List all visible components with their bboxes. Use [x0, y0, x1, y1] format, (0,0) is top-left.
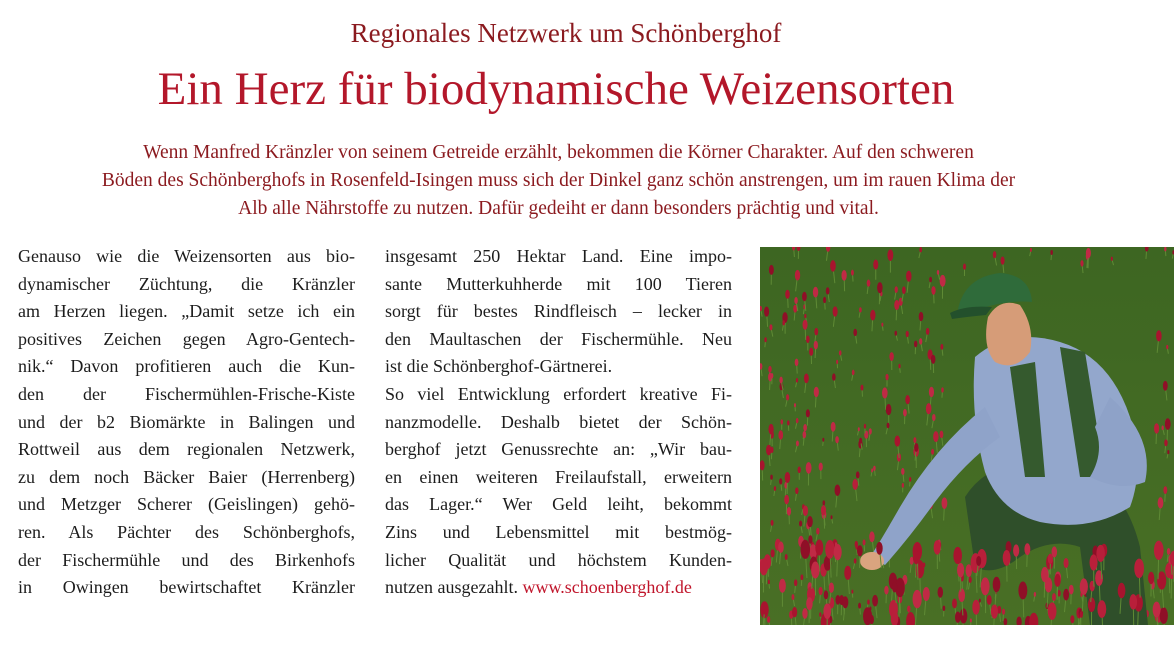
clover-blossom — [804, 314, 806, 318]
website-link[interactable]: www.schoenberghof.de — [522, 577, 692, 598]
clover-blossom — [1052, 593, 1056, 601]
clover-blossom — [895, 331, 897, 336]
clover-blossom — [823, 297, 826, 303]
clover-blossom — [903, 409, 907, 417]
clover-blossom — [1154, 423, 1159, 433]
clover-blossom — [814, 328, 818, 336]
farmer-photo — [760, 247, 1174, 625]
clover-blossom — [895, 286, 898, 293]
clover-blossom — [794, 297, 798, 304]
clover-blossom — [831, 422, 836, 432]
clover-blossom — [819, 587, 823, 595]
clover-blossom — [885, 374, 888, 380]
clover-blossom — [844, 566, 851, 580]
clover-blossom — [886, 404, 892, 415]
text-line: nanzmodelle. Deshalb bietet der Schön- — [385, 411, 732, 432]
clover-blossom — [822, 500, 825, 505]
clover-blossom — [803, 506, 808, 517]
clover-blossom — [963, 264, 966, 270]
clover-blossom — [937, 270, 939, 275]
clover-blossom — [806, 335, 810, 343]
clover-blossom — [1097, 600, 1106, 618]
clover-blossom — [1148, 572, 1154, 584]
clover-blossom — [779, 478, 782, 484]
text-line: ist die Schönberghof-Gärtnerei. — [385, 356, 613, 377]
clover-blossom — [795, 359, 799, 366]
text-line: So viel Entwicklung erfordert kreative Fi- — [385, 383, 732, 404]
clover-blossom — [931, 449, 934, 455]
clover-blossom — [768, 580, 770, 584]
clover-blossom — [906, 271, 912, 282]
clover-blossom — [769, 324, 772, 330]
clover-blossom — [767, 616, 770, 623]
text-fragment: nutzen ausgezahlt. — [385, 577, 518, 598]
clover-blossom — [926, 328, 930, 335]
clover-blossom — [1050, 250, 1053, 255]
clover-blossom — [882, 387, 888, 398]
clover-blossom — [814, 341, 818, 350]
text-line: ren. Als Pächter des Schönberghofs, — [18, 521, 355, 542]
clover-blossom — [887, 423, 890, 429]
text-line: Rottweil aus dem regionalen Netzwerk, — [18, 439, 355, 460]
clover-blossom — [853, 329, 857, 336]
text-line: zu dem noch Bäcker Baier (Herrenberg) — [18, 466, 355, 487]
clover-blossom — [819, 463, 823, 471]
clover-blossom — [869, 428, 872, 434]
text-line: nik.“ Davon profitieren auch die Kun- — [18, 356, 355, 377]
text-line: am Herzen liegen. „Damit setze ich ein — [18, 301, 355, 322]
clover-blossom — [1164, 439, 1167, 446]
clover-blossom — [859, 307, 862, 312]
clover-blossom — [960, 608, 968, 623]
clover-blossom — [1167, 548, 1170, 555]
text-line: sorgt für bestes Rindfleisch – lecker in — [385, 301, 732, 322]
clover-blossom — [799, 520, 802, 526]
text-line: das Lager.“ Wer Geld leiht, bekommt — [385, 494, 732, 515]
clover-blossom — [836, 360, 838, 364]
text-line: den der Fischermühlen-Frische-Kiste — [18, 383, 355, 404]
clover-blossom — [941, 387, 944, 392]
clover-blossom — [835, 484, 841, 496]
clover-blossom — [825, 540, 834, 559]
clover-blossom — [1154, 541, 1164, 560]
clover-blossom — [913, 551, 920, 564]
clover-blossom — [1134, 559, 1144, 579]
clover-blossom — [779, 579, 786, 593]
clover-blossom — [794, 403, 796, 407]
clover-blossom — [806, 409, 810, 417]
clover-blossom — [1069, 585, 1074, 595]
clover-blossom — [1034, 592, 1036, 597]
clover-blossom — [796, 440, 799, 446]
clover-blossom — [852, 370, 855, 376]
clover-blossom — [856, 471, 860, 478]
clover-blossom — [991, 604, 998, 618]
clover-blossom — [881, 323, 883, 327]
clover-blossom — [839, 350, 842, 355]
text-line: berghof jetzt Genussrechte an: „Wir bau- — [385, 439, 732, 460]
clover-blossom — [926, 403, 932, 414]
clover-blossom — [1054, 574, 1060, 587]
text-line: in Owingen bewirtschaftet Kränzler — [18, 577, 355, 598]
clover-blossom — [792, 607, 797, 617]
clover-blossom — [829, 583, 834, 593]
clover-blossom — [952, 599, 957, 609]
clover-blossom — [906, 331, 909, 337]
clover-blossom — [787, 507, 791, 516]
clover-blossom — [871, 468, 873, 472]
clover-blossom — [796, 378, 798, 383]
clover-blossom — [822, 438, 824, 442]
clover-blossom — [771, 373, 774, 379]
clover-blossom — [860, 385, 863, 391]
clover-blossom — [816, 528, 819, 535]
clover-blossom — [1165, 418, 1171, 430]
clover-blossom — [798, 467, 801, 474]
clover-blossom — [819, 612, 821, 617]
clover-blossom — [902, 483, 904, 488]
clover-blossom — [803, 431, 807, 438]
clover-blossom — [778, 430, 783, 439]
clover-blossom — [834, 544, 842, 560]
clover-blossom — [824, 590, 828, 599]
clover-blossom — [1129, 594, 1137, 610]
clover-blossom — [1167, 450, 1169, 454]
clover-blossom — [771, 520, 774, 526]
clover-blossom — [929, 387, 934, 397]
clover-blossom — [932, 414, 936, 421]
clover-blossom — [791, 594, 794, 600]
clover-blossom — [784, 495, 789, 505]
clover-blossom — [940, 275, 946, 287]
clover-blossom — [1001, 256, 1005, 264]
text-column-2 — [385, 243, 732, 602]
clover-blossom — [779, 377, 782, 384]
clover-blossom — [919, 247, 922, 252]
clover-blossom — [803, 424, 807, 431]
clover-blossom — [1057, 590, 1060, 597]
clover-blossom — [905, 395, 910, 404]
clover-blossom — [768, 366, 771, 373]
text-line-last — [385, 574, 732, 602]
clover-blossom — [869, 531, 874, 542]
clover-blossom — [821, 505, 826, 515]
clover-blossom — [943, 605, 946, 611]
clover-blossom — [1018, 581, 1027, 599]
clover-blossom — [795, 270, 800, 281]
clover-blossom — [877, 282, 883, 293]
text-line: positives Zeichen gegen Agro-Gentech- — [18, 328, 355, 349]
clover-blossom — [1048, 602, 1057, 620]
clover-blossom — [876, 542, 882, 555]
kicker: Regionales Netzwerk um Schönberghof — [350, 18, 782, 48]
clover-blossom — [987, 595, 992, 605]
clover-blossom — [769, 265, 774, 275]
clover-blossom — [929, 277, 932, 283]
text-line: licher Qualität und höchstem Kunden- — [385, 549, 732, 570]
clover-blossom — [835, 436, 839, 443]
clover-blossom — [931, 355, 936, 364]
clover-blossom — [970, 618, 972, 622]
clover-blossom — [809, 348, 813, 356]
clover-blossom — [852, 479, 858, 490]
clover-blossom — [913, 437, 916, 443]
clover-blossom — [778, 542, 784, 553]
clover-blossom — [909, 477, 911, 482]
clover-blossom — [981, 577, 990, 595]
clover-blossom — [938, 587, 943, 598]
clover-blossom — [1063, 589, 1069, 601]
clover-blossom — [1002, 609, 1005, 615]
clover-blossom — [872, 595, 878, 607]
lead-paragraph — [0, 139, 1117, 223]
clover-blossom — [1088, 597, 1095, 612]
clover-blossom — [807, 516, 813, 527]
clover-blossom — [842, 596, 848, 608]
clover-blossom — [1111, 257, 1113, 261]
clover-blossom — [902, 286, 906, 294]
clover-blossom — [867, 280, 871, 287]
clover-blossom — [858, 427, 860, 431]
clover-blossom — [907, 605, 910, 612]
clover-blossom — [1080, 578, 1088, 594]
clover-blossom — [884, 586, 888, 595]
clover-blossom — [895, 435, 901, 446]
clover-blossom — [863, 607, 872, 625]
clover-blossom — [826, 287, 830, 294]
clover-blossom — [919, 312, 924, 321]
clover-blossom — [768, 424, 773, 435]
clover-blossom — [814, 387, 819, 397]
clover-blossom — [863, 539, 866, 545]
clover-blossom — [864, 424, 866, 429]
clover-blossom — [1045, 577, 1053, 592]
clover-blossom — [1161, 426, 1163, 431]
clover-blossom — [854, 558, 857, 563]
clover-blossom — [806, 597, 813, 610]
farmer-in-clover-field-illustration — [760, 247, 1174, 625]
lead-line: Böden des Schönberghofs in Rosenfeld-Isingen muss sich der Dinkel ganz schön anstrengen, um im rauen Klima der — [101, 170, 1016, 191]
clover-blossom — [802, 292, 807, 302]
clover-blossom — [958, 588, 965, 601]
clover-blossom — [1153, 602, 1161, 618]
clover-blossom — [889, 352, 893, 361]
clover-blossom — [832, 373, 836, 380]
clover-blossom — [913, 590, 922, 608]
clover-blossom — [931, 286, 935, 295]
clover-blossom — [1118, 583, 1126, 598]
clover-blossom — [813, 287, 818, 298]
clover-blossom — [914, 443, 918, 452]
clover-blossom — [785, 472, 790, 483]
clover-blossom — [764, 337, 766, 342]
clover-blossom — [976, 556, 981, 566]
clover-blossom — [770, 475, 773, 480]
clover-blossom — [815, 540, 823, 556]
clover-blossom — [942, 497, 948, 509]
clover-blossom — [859, 438, 862, 444]
clover-blossom — [1080, 260, 1083, 266]
clover-blossom — [1158, 497, 1164, 508]
clover-blossom — [771, 549, 775, 557]
clover-blossom — [892, 582, 897, 593]
lead-line: Wenn Manfred Kränzler von seinem Getreide erzählt, bekommen die Körner Charakter. Auf den schweren — [143, 142, 974, 163]
clover-blossom — [762, 603, 768, 615]
clover-blossom — [894, 300, 899, 310]
clover-blossom — [979, 599, 981, 603]
text-line: sante Mutterkuhherde mit 100 Tieren — [385, 273, 732, 294]
clover-blossom — [1003, 550, 1011, 566]
clover-blossom — [923, 587, 930, 601]
text-line: und der b2 Biomärkte in Balingen und — [18, 411, 355, 432]
clover-blossom — [830, 515, 832, 519]
clover-blossom — [830, 260, 836, 272]
clover-blossom — [796, 418, 799, 423]
clover-blossom — [940, 344, 943, 350]
clover-blossom — [1024, 543, 1030, 555]
clover-blossom — [1163, 486, 1167, 494]
clover-blossom — [1013, 544, 1019, 556]
clover-blossom — [794, 579, 797, 586]
clover-blossom — [914, 341, 917, 348]
clover-blossom — [873, 466, 876, 471]
clover-blossom — [786, 394, 789, 400]
clover-blossom — [833, 306, 838, 316]
clover-blossom — [1090, 554, 1098, 570]
clover-blossom — [806, 462, 812, 474]
clover-blossom — [808, 535, 812, 543]
text-line: den Maultaschen der Fischermühle. Neu — [385, 328, 732, 349]
text-column-1 — [18, 243, 355, 602]
clover-blossom — [795, 487, 798, 494]
clover-blossom — [969, 576, 972, 582]
clover-blossom — [802, 608, 807, 619]
clover-blossom — [1086, 248, 1091, 258]
clover-blossom — [933, 431, 938, 442]
text-line: Genauso wie die Weizensorten aus bio- — [18, 246, 355, 266]
clover-blossom — [867, 599, 870, 604]
clover-blossom — [993, 577, 1001, 592]
clover-blossom — [851, 590, 853, 594]
text-line: und Metzger Scherer (Geislingen) gehö- — [18, 494, 355, 515]
text-line: der Fischermühle und des Birkenhofs — [18, 549, 355, 570]
clover-blossom — [993, 251, 997, 258]
clover-blossom — [1156, 330, 1162, 341]
clover-blossom — [1070, 615, 1074, 623]
clover-blossom — [898, 364, 900, 368]
clover-blossom — [887, 249, 893, 261]
clover-blossom — [804, 374, 809, 384]
clover-blossom — [787, 420, 790, 425]
clover-blossom — [953, 547, 962, 564]
text-line: Zins und Lebensmittel mit bestmög- — [385, 521, 732, 542]
clover-blossom — [841, 270, 846, 281]
clover-blossom — [1080, 611, 1083, 618]
clover-blossom — [774, 486, 776, 491]
clover-blossom — [857, 545, 863, 556]
clover-blossom — [1052, 546, 1058, 557]
clover-blossom — [823, 603, 831, 619]
headline: Ein Herz für biodynamische Weizensorten — [157, 63, 955, 115]
clover-blossom — [803, 320, 808, 330]
clover-blossom — [764, 307, 769, 317]
clover-blossom — [782, 320, 785, 325]
clover-blossom — [858, 603, 861, 609]
clover-blossom — [1166, 345, 1168, 349]
clover-blossom — [919, 338, 922, 344]
clover-blossom — [934, 540, 941, 554]
clover-blossom — [811, 562, 820, 579]
clover-blossom — [1096, 545, 1105, 562]
clover-blossom — [957, 563, 964, 577]
text-line: insgesamt 250 Hektar Land. Eine impo- — [385, 246, 732, 266]
clover-blossom — [1064, 558, 1069, 568]
text-line: en einen weiteren Freilaufstall, erweitern — [385, 466, 732, 487]
clover-blossom — [870, 310, 875, 321]
clover-blossom — [1160, 607, 1168, 624]
clover-blossom — [1030, 248, 1032, 252]
clover-blossom — [940, 431, 944, 439]
clover-blossom — [800, 574, 803, 580]
clover-blossom — [770, 447, 773, 453]
clover-blossom — [785, 290, 790, 299]
lead-line: Alb alle Nährstoffe zu nutzen. Dafür gedeiht er dann besonders prächtig und vital. — [238, 198, 879, 219]
text-line: dynamischer Züchtung, die Kränzler — [18, 273, 355, 294]
clover-blossom — [873, 260, 878, 270]
clover-blossom — [780, 419, 783, 424]
clover-blossom — [800, 540, 810, 559]
clover-blossom — [851, 270, 854, 276]
clover-blossom — [835, 595, 840, 605]
clover-blossom — [972, 600, 979, 615]
clover-blossom — [785, 554, 788, 560]
clover-blossom — [1163, 381, 1168, 391]
clover-blossom — [901, 468, 904, 475]
